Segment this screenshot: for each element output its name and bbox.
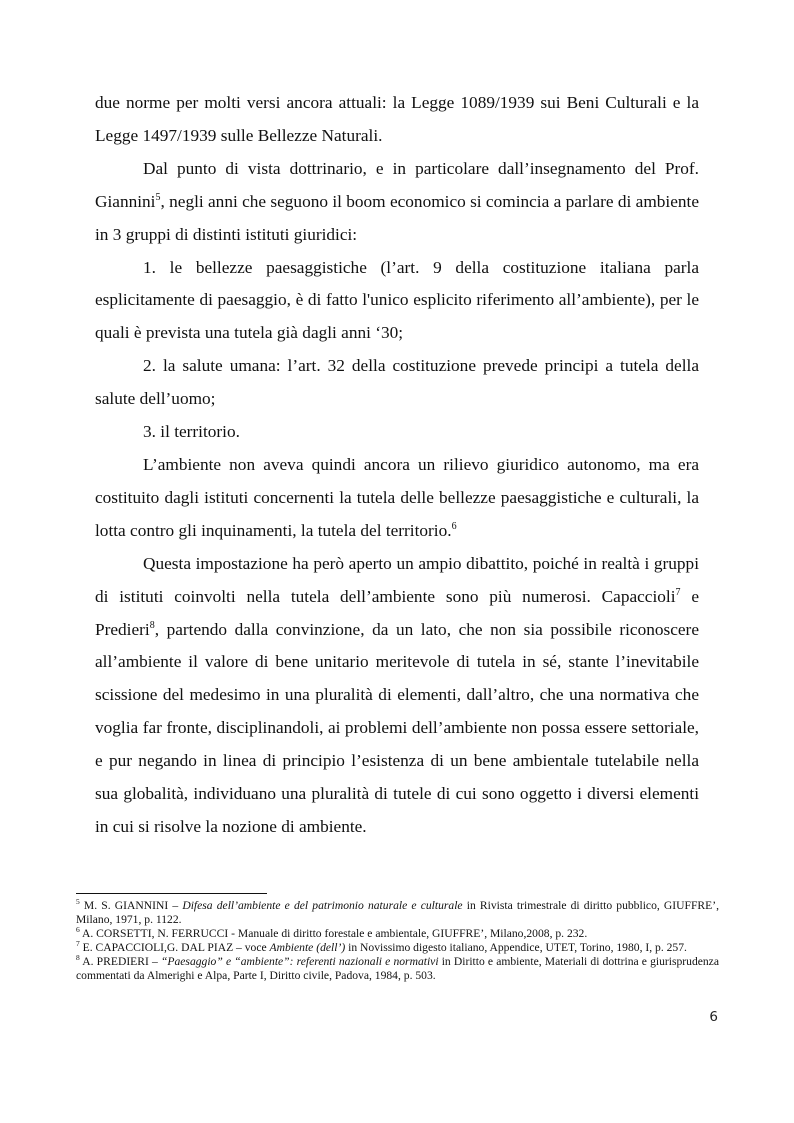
list-item-3-text: 3. il territorio. xyxy=(143,422,240,442)
paragraph-4 xyxy=(95,548,699,844)
footnote-ref-5[interactable]: 5 xyxy=(155,191,161,203)
list-item-3 xyxy=(95,416,699,449)
paragraph-1 xyxy=(95,87,699,153)
footnote-title: Ambiente (dell’) xyxy=(269,941,346,954)
footnote-text: E. CAPACCIOLI,G. DAL PIAZ – voce xyxy=(79,941,270,954)
paragraph-2-text-a: Dal punto di vista dottrinario, e in particolare dall’insegnamento del Prof. Giannini xyxy=(95,158,699,211)
list-item-2-text: 2. la salute umana: l’art. 32 della costituzione prevede principi a tutela della salute dell’uomo; xyxy=(95,356,699,409)
body-text xyxy=(95,87,699,844)
footnote-number: 6 xyxy=(76,925,80,935)
paragraph-2-text-b: , negli anni che seguono il boom economico si comincia a parlare di ambiente in 3 gruppi di distinti istituti giuridici: xyxy=(95,191,699,244)
footnote-separator xyxy=(76,893,267,894)
page-number: 6 xyxy=(709,1009,718,1025)
paragraph-2 xyxy=(95,153,699,252)
paragraph-3-text: L’ambiente non aveva quindi ancora un rilievo giuridico autonomo, ma era costituito dagli istituti concernenti la tutela delle bellezze paesaggistiche e culturali, la lotta contro gli inquinamenti, la tutela del territorio. xyxy=(95,454,699,540)
footnote-5 xyxy=(76,899,719,927)
footnote-title: Difesa dell’ambiente e del patrimonio naturale e culturale xyxy=(182,899,463,912)
footnote-title: “Paesaggio” e “ambiente”: referenti nazionali e normativi xyxy=(160,955,439,968)
footnote-6 xyxy=(76,927,719,941)
footnote-8 xyxy=(76,955,719,983)
paragraph-3 xyxy=(95,449,699,548)
paragraph-4-text-b: e Predieri xyxy=(95,586,699,639)
footnote-7 xyxy=(76,941,719,955)
footnote-ref-6[interactable]: 6 xyxy=(451,521,457,533)
footnote-text: in Diritto e ambiente, Materiali di dottrina e giurisprudenza commentati da Almerighi e Alpa, Parte I, Diritto civile, Padova, 1984, p. 503. xyxy=(76,955,719,982)
footnote-text: in Rivista trimestrale di diritto pubblico, GIUFFRE’, Milano, 1971, p. 1122. xyxy=(76,899,719,926)
footnote-ref-7[interactable]: 7 xyxy=(675,586,681,598)
paragraph-4-text-a: Questa impostazione ha però aperto un ampio dibattito, poiché in realtà i gruppi di istituti coinvolti nella tutela dell’ambiente sono più numerosi. Capaccioli xyxy=(95,553,699,606)
footnote-number: 8 xyxy=(76,953,80,963)
list-item-1 xyxy=(95,252,699,351)
footnote-number: 7 xyxy=(76,939,80,949)
list-item-1-text: 1. le bellezze paesaggistiche (l’art. 9 della costituzione italiana parla esplicitamente di paesaggio, è di fatto l'unico esplicito riferimento all’ambiente), per le quali è prevista una tutela già dagli anni ‘30; xyxy=(95,257,699,343)
paragraph-1-text: due norme per molti versi ancora attuali: la Legge 1089/1939 sui Beni Culturali e la Legge 1497/1939 sulle Bellezze Naturali. xyxy=(95,93,699,145)
footnotes xyxy=(76,899,719,983)
footnote-text: in Novissimo digesto italiano, Appendice, UTET, Torino, 1980, I, p. 257. xyxy=(345,941,687,954)
footnote-ref-8[interactable]: 8 xyxy=(149,619,155,631)
footnote-number: 5 xyxy=(76,897,80,907)
footnote-text: A. PREDIERI – xyxy=(79,955,161,968)
footnote-text: M. S. GIANNINI – xyxy=(79,899,183,912)
footnote-text: A. CORSETTI, N. FERRUCCI - Manuale di diritto forestale e ambientale, GIUFFRE’, Milano,2008, p. 232. xyxy=(79,927,588,940)
paragraph-4-text-c: , partendo dalla convinzione, da un lato, che non sia possibile riconoscere all’ambiente il valore di bene unitario meritevole di tutela in sé, stante l’inevitabile scissione del medesimo in una pluralità di elementi, dall’altro, che una normativa che voglia far fronte, disciplinandoli, ai problemi dell’ambiente non possa essere settoriale, e pur negando in linea di principio l’esistenza di un bene ambientale tutelabile nella sua globalità, individuano una pluralità di tutele di cui sono oggetto i diversi elementi in cui si risolve la nozione di ambiente. xyxy=(95,619,699,836)
list-item-2 xyxy=(95,350,699,416)
